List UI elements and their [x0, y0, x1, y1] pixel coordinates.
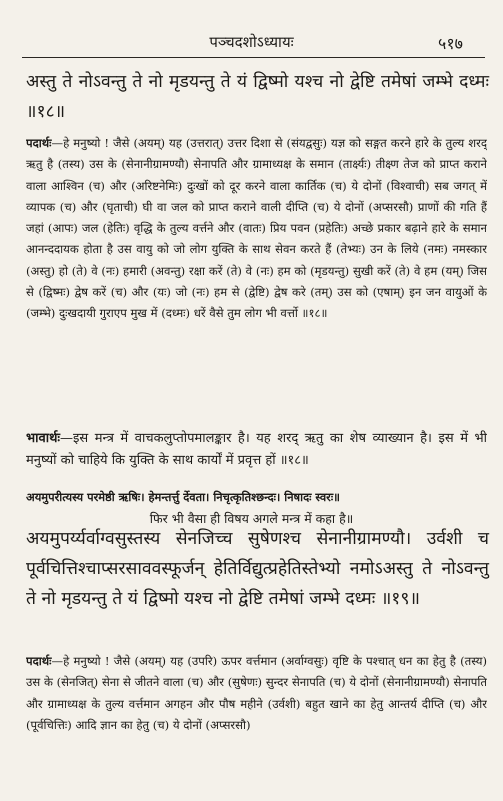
padartha-19-text: —हे मनुष्यो ! जैसे (अयम्) यह (उपरि) ऊपर वर्त्तमान (अर्वाग्वसुः) वृष्टि के पश्चात् धन का हेतु है (तस्य) उस के (सेनजित्) सेना से जीतने वाला (च) और (सुषेणः) सुन्दर सेनापति (च) ये दोनों (सेनानीग्रामण्यौ) सेनापति और ग्रामाध्यक्ष के तुल्य वर्त्तमान अगहन और पौष महीने (उर्वशी) बहुत खाने का हेतु आन्तर्य दीप्ति (च) और (पूर्वचित्तिः) आदि ज्ञान का हेतु (च) ये दोनों (अप्सरसौ) — [26, 654, 487, 732]
rishi-devata-line: अयमुपरीत्यस्य परमेष्ठी ऋषिः। हेमन्तर्त्तु र्देवता। निचृत्कृतिश्छन्दः। निषादः स्वरः॥ — [26, 490, 340, 504]
mantra-18: अस्तु ते नोऽवन्तु ते नो मृडयन्तु ते यं द्विष्मो यश्च नो द्वेष्टि तमेषां जम्भे दध्मः ॥१८॥ — [26, 72, 489, 122]
running-title: पञ्चदशोऽध्यायः — [209, 33, 294, 51]
mantra-19-intro: फिर भी वैसा ही विषय अगले मन्त्र में कहा है॥ — [149, 511, 354, 526]
padartha-18 — [26, 133, 487, 419]
mantra-19: अयमुपर्य्यर्वाग्वसुस्तस्य सेनजिच्च सुषेणश्च सेनानीग्रामण्यौ। उर्वशी च पूर्वचित्तिश्चाप्सरसाववस्फूर्जन् हेतिर्विद्युत्प्रहेतिस्तेभ्यो नमोऽअस्तु ते नोऽवन्तु ते नो मृडयन्तु ते यं द्विष्मो यश्च नो द्वेष्टि तमेषां जम्भे दध्मः ॥१९॥ — [26, 529, 489, 609]
bhavartha-18 — [26, 428, 487, 494]
page-header — [0, 30, 503, 54]
page-number: ५१७ — [438, 34, 463, 53]
bhavartha-18-text: —इस मन्त्र में वाचकलुप्तोपमालङ्कार है। यह शरद् ऋतु का शेष व्याख्यान है। इस में भी मनुष्यों को चाहिये कि युक्ति के साथ कार्यों में प्रवृत्त हों ॥१८॥ — [26, 431, 487, 468]
bhavartha-18-label: भावार्थः — [26, 431, 61, 446]
padartha-19-label: पदार्थः — [26, 654, 52, 668]
padartha-18-label: पदार्थः — [26, 136, 52, 150]
padartha-18-text: —हे मनुष्यो ! जैसे (अयम्) यह (उत्तरात्) उत्तर दिशा से (संयद्वसुः) यज्ञ को सङ्गत करने हारे के तुल्य शरद् ऋतु है (तस्य) उस के (सेनानीग्रामण्यौ) सेनापति और ग्रामाध्यक्ष के समान (तार्क्ष्यः) तीक्ष्ण तेज को प्राप्त कराने वाला आश्विन (च) और (अरिष्टनेमिः) दुःखों को दूर करने वाला कार्तिक (च) ये दोनों (विश्वाची) सब जगत् में व्यापक (च) और (घृताची) घी वा जल को प्राप्त कराने वाली दीप्ति (च) ये दोनों (अप्सरसौ) प्राणों की गति हैं जहां (आपः) जल (हेतिः) वृद्धि के तुल्य वर्त्तने और (वातः) प्रिय पवन (प्रहेतिः) अच्छे प्रकार बढ़ाने हारे के समान आनन्ददायक होता है उस वायु को जो लोग युक्ति के साथ सेवन करते हैं (तेभ्यः) उन के लिये (नमः) नमस्कार (अस्तु) हो (ते) वे (नः) हमारी (अवन्तु) रक्षा करें (ते) वे (नः) हम को (मृडयन्तु) सुखी करें (ते) वे हम (यम्) जिस से (द्विष्मः) द्वेष करें (च) और (यः) जो (नः) हम से (द्वेष्टि) द्वेष करे (तम्) उस को (एषाम्) इन जन वायुओं के (जम्भे) दुःखदायी गुराएप मुख में (दध्मः) धरें वैसे तुम लोग भी वर्त्तो ॥१८॥ — [26, 136, 487, 321]
header-rule — [22, 57, 485, 58]
padartha-19 — [26, 651, 487, 801]
